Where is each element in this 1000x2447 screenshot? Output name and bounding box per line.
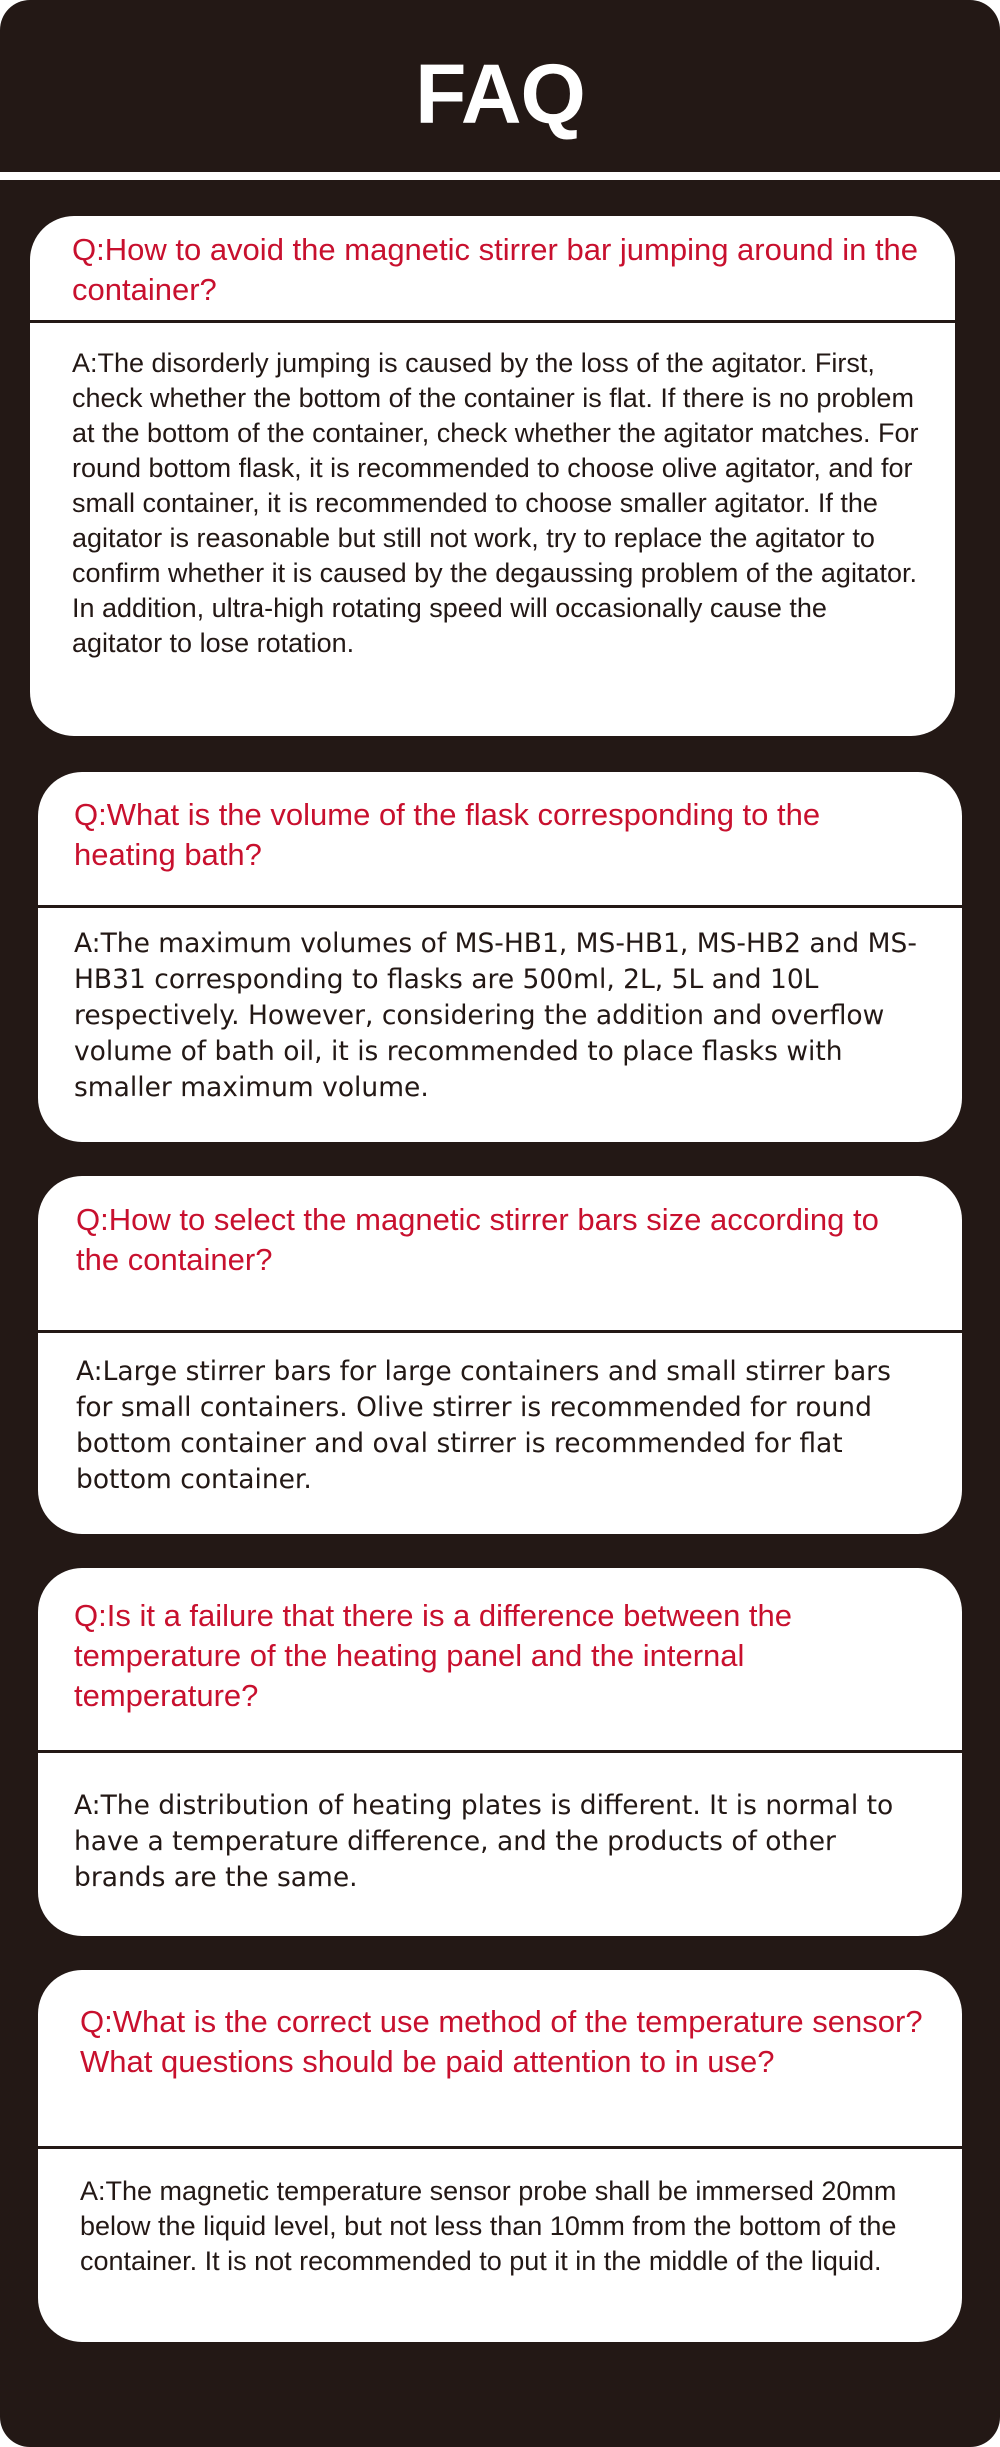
faq-card [38,1568,962,1936]
faq-card [38,1970,962,2342]
faq-question: Q:How to avoid the magnetic stirrer bar jumping around in the container? [72,232,919,307]
faq-answer: A:The maximum volumes of MS-HB1, MS-HB1, MS-HB2 and MS-HB31 corresponding to flasks are 500ml, 2L, 5L and 10L respectively. However, considering the addition and overflow volume of bath oil, it is recommended to place flasks with smaller maximum volume. [74,928,917,1103]
faq-question: Q:What is the volume of the flask corresponding to the heating bath? [74,797,821,872]
page-title: FAQ [415,47,585,141]
faq-question: Q:Is it a failure that there is a difference between the temperature of the heating panel and the internal temperature? [74,1598,793,1713]
title-divider [0,172,1000,180]
faq-divider [38,1330,962,1333]
faq-card [38,1176,962,1534]
faq-question: Q:What is the correct use method of the temperature sensor? What questions should be paid attention to in use? [80,2004,923,2079]
faq-divider [38,1750,962,1753]
faq-answer: A:The distribution of heating plates is different. It is normal to have a temperature difference, and the products of other brands are the same. [74,1790,894,1893]
faq-question: Q:How to select the magnetic stirrer bars size according to the container? [76,1202,879,1277]
faq-divider [38,905,962,908]
faq-answer: A:The disorderly jumping is caused by the loss of the agitator. First, check whether the bottom of the container is flat. If there is no problem at the bottom of the container, check whether the agitator matches. For round bottom flask, it is recommended to choose olive agitator, and for small container, it is recommended to choose smaller agitator. If the agitator is reasonable but still not work, try to replace the agitator to confirm whether it is caused by the degaussing problem of the agitator. In addition, ultra-high rotating speed will occasionally cause the agitator to lose rotation. [72,348,919,658]
faq-answer: A:The magnetic temperature sensor probe shall be immersed 20mm below the liquid level, but not less than 10mm from the bottom of the container. It is not recommended to put it in the middle of the liquid. [80,2176,897,2276]
faq-divider [38,2146,962,2149]
faq-card [38,772,962,1142]
faq-divider [30,320,955,323]
faq-answer: A:Large stirrer bars for large containers and small stirrer bars for small containers. Olive stirrer is recommended for round bottom container and oval stirrer is recommended for flat bottom container. [76,1356,891,1495]
faq-card [30,216,955,736]
